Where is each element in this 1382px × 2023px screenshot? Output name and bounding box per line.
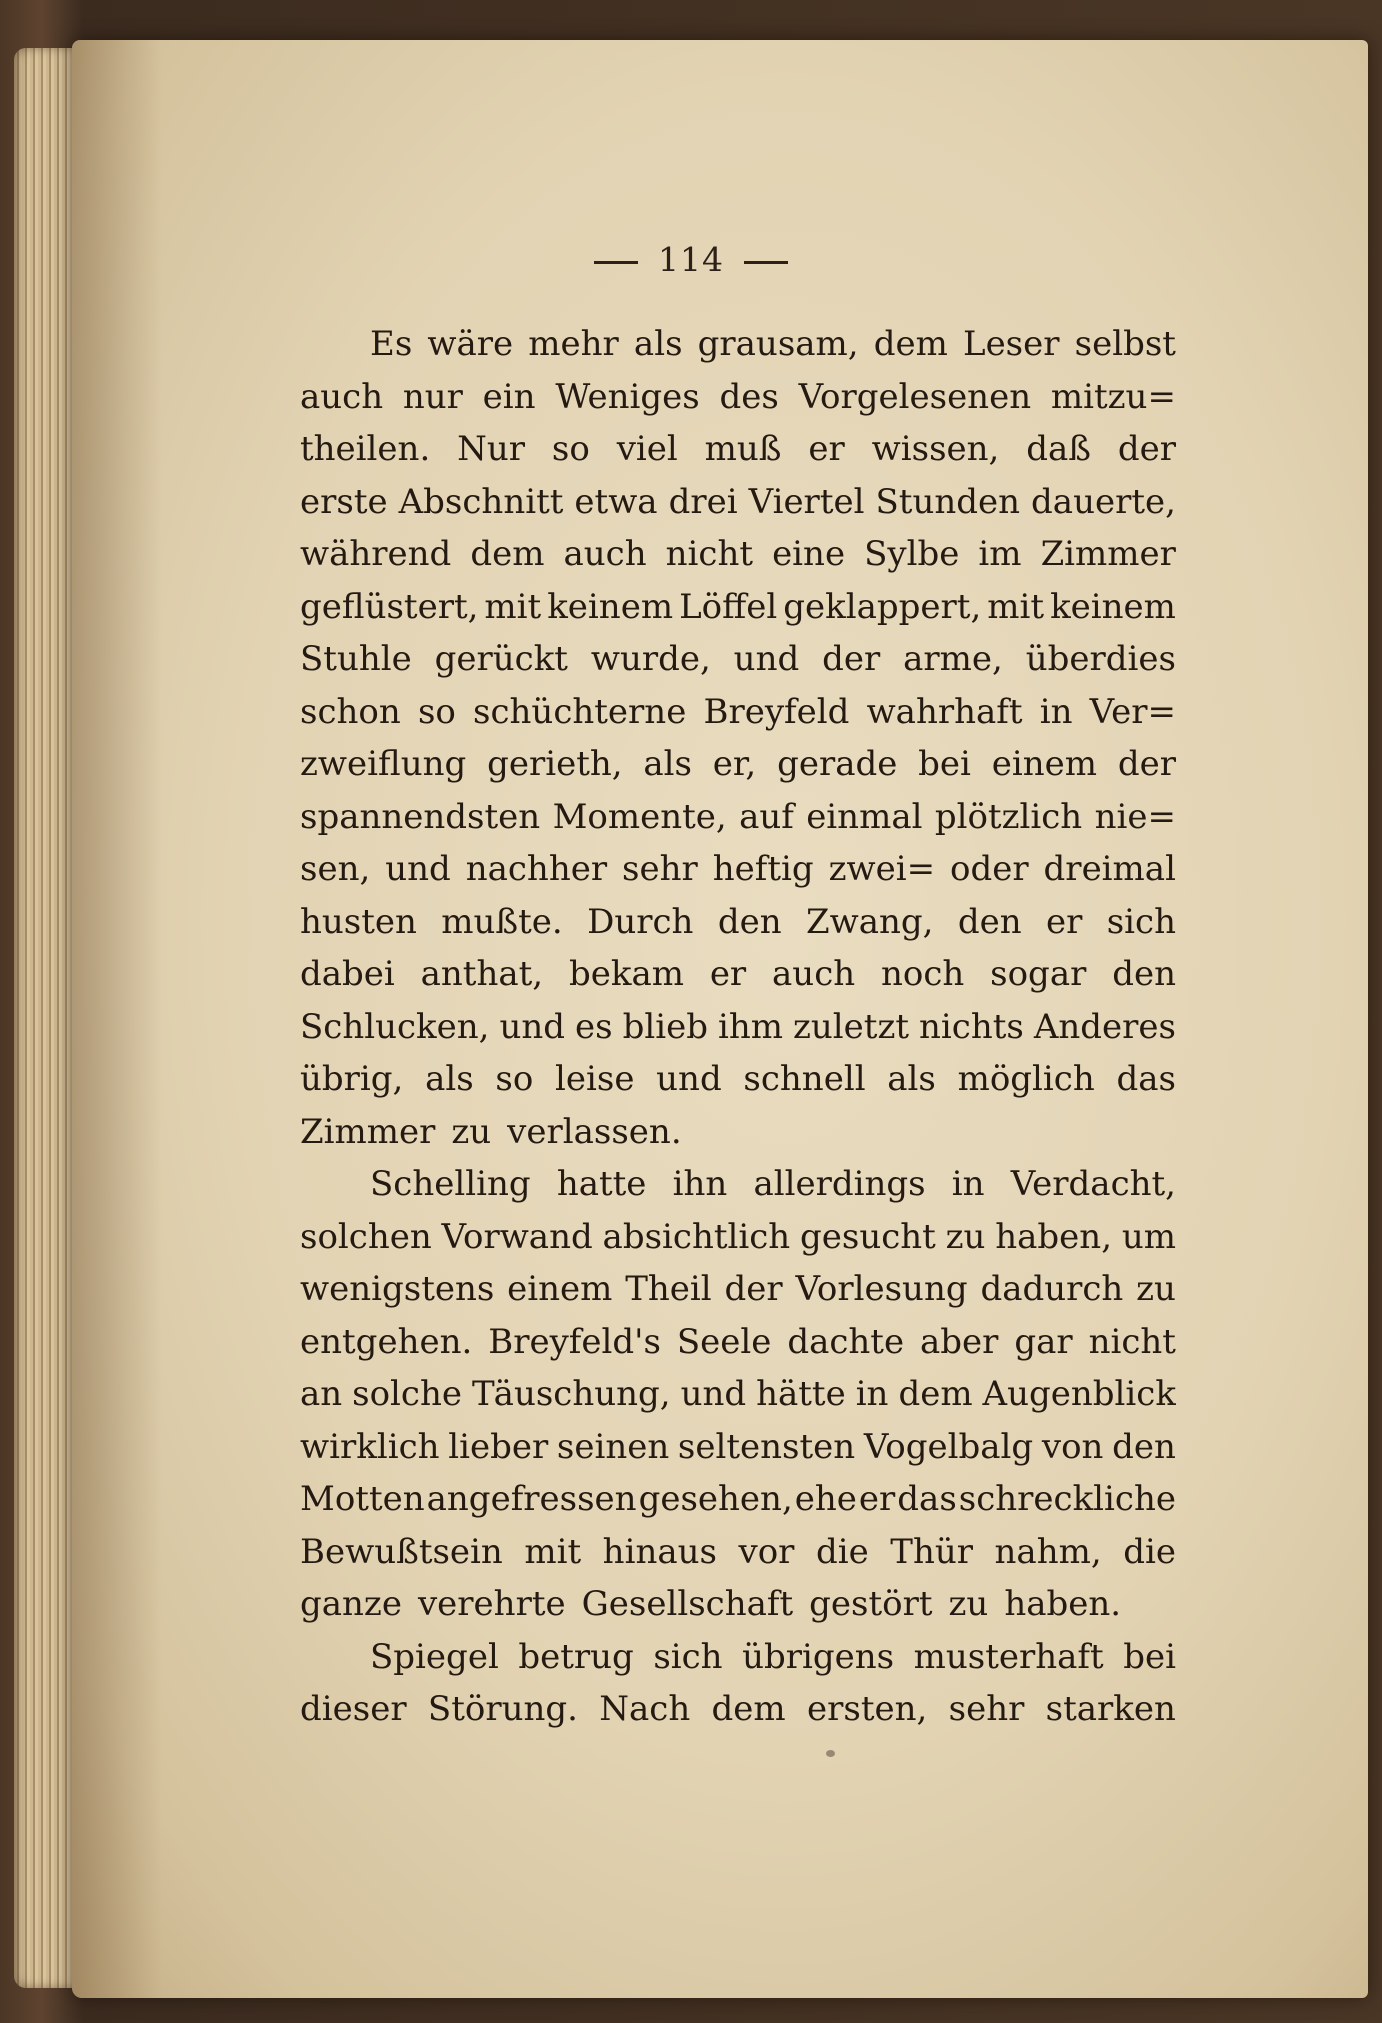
text-line: zweiflung gerieth, als er, gerade bei einem der [300, 744, 1176, 784]
page-number: 114 [658, 240, 724, 279]
body-text [300, 318, 1176, 1736]
text-line: Bewußtsein mit hinaus vor die Thür nahm, die [300, 1531, 1176, 1572]
text-line: schon so schüchterne Breyfeld wahrhaft in Ver= [300, 691, 1176, 732]
text-line: erste Abschnitt etwa drei Viertel Stunden dauerte, [300, 481, 1176, 522]
text-line: Spiegel betrug sich übrigens musterhaft bei [370, 1636, 1176, 1677]
text-line: Schelling hatte ihn allerdings in Verdacht, [370, 1164, 1176, 1204]
page-header [0, 240, 1382, 279]
text-line: theilen. Nur so viel muß er wissen, daß der [300, 429, 1176, 469]
text-line: übrig, als so leise und schnell als möglich das [300, 1059, 1176, 1099]
text-line: geflüstert, mit keinem Löffel geklappert, mit keinem [300, 586, 1176, 627]
text-line: dabei anthat, bekam er auch noch sogar den [300, 954, 1176, 994]
text-line: sen, und nachher sehr heftig zwei= oder dreimal [300, 849, 1176, 889]
text-line: dieser Störung. Nach dem ersten, sehr starken [300, 1689, 1176, 1729]
text-line: entgehen. Breyfeld's Seele dachte aber gar nicht [300, 1321, 1176, 1362]
text-line: Stuhle gerückt wurde, und der arme, überdies [300, 639, 1176, 679]
text-line: ganze verehrte Gesellschaft gestört zu haben. [300, 1584, 1122, 1624]
text-line: spannendsten Momente, auf einmal plötzlich nie= [300, 796, 1176, 837]
text-line: Zimmer zu verlassen. [300, 1111, 682, 1152]
text-line: Motten angefressen gesehen, ehe er das schreckliche [300, 1479, 1176, 1519]
text-line: an solche Täuschung, und hätte in dem Augenblick [300, 1374, 1176, 1414]
ink-smudge [826, 1750, 835, 1757]
text-line: wirklich lieber seinen seltensten Vogelbalg von den [300, 1426, 1176, 1467]
header-dash-right [744, 261, 788, 264]
text-line: wenigstens einem Theil der Vorlesung dadurch zu [300, 1269, 1176, 1309]
text-line: solchen Vorwand absichtlich gesucht zu haben, um [300, 1216, 1176, 1257]
text-line: husten mußte. Durch den Zwang, den er sich [300, 901, 1176, 942]
text-line: Schlucken, und es blieb ihm zuletzt nichts Anderes [300, 1006, 1176, 1047]
text-line: während dem auch nicht eine Sylbe im Zimmer [300, 534, 1176, 574]
header-dash-left [594, 261, 638, 264]
text-line: auch nur ein Weniges des Vorgelesenen mitzu= [300, 376, 1176, 417]
text-line: Es wäre mehr als grausam, dem Leser selbst [370, 324, 1176, 364]
